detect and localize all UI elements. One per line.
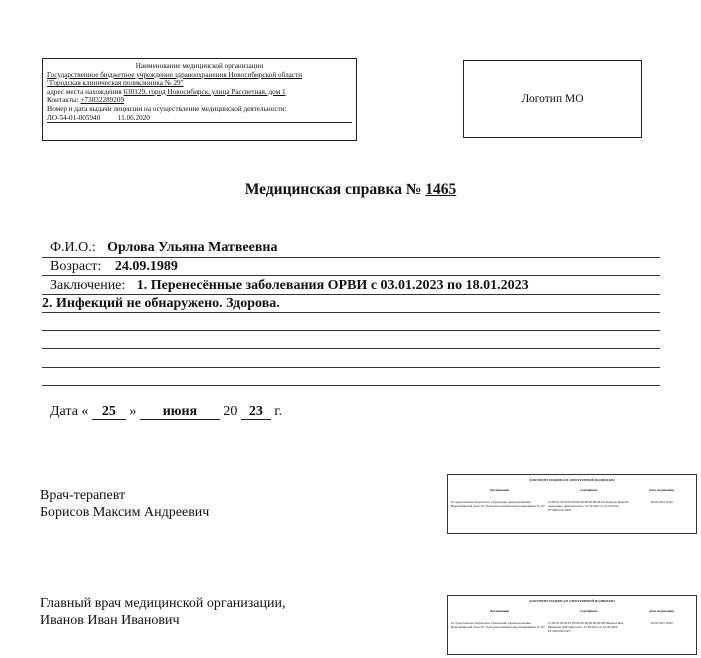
stamp-date-text: 26.06.2023 16:00 [650,621,673,625]
stamp-header-row [451,488,693,492]
organization-caption: Наименование медицинской организации [135,62,264,70]
signer-name: Иванов Иван Иванович [40,613,180,628]
stamp-col-organization: Организация [489,488,510,492]
stamp-cert-text: 01:00:01:02:03:FF:00:00:00:00:00:00:00:0B Иванов Иван Иванович Действителен с 01.09.2021 по 01.09.2024 ЕГЭ06018123457 [547,621,624,633]
age-underline [42,275,660,276]
logo-placeholder [463,60,642,138]
stamp-col-date: Дата подписания [649,609,674,613]
contacts-label: Контакты: [47,96,79,105]
license-date: 11.06.2020 [117,113,150,122]
empty-line-2 [42,348,660,349]
contacts-value: +73832289209 [80,96,125,105]
signature-block-therapist [40,487,209,521]
date-day: 25 [92,404,126,420]
electronic-signature-stamp [447,474,697,534]
signer-position: Врач-терапевт [40,488,126,503]
date-month: июня [140,404,220,420]
license-details [47,114,352,124]
stamp-data-row [451,621,693,633]
stamp-col-organization: Организация [489,609,510,613]
empty-line-4 [42,385,660,386]
conclusion-line2: 2. Инфекций не обнаружено. Здорова. [42,296,280,311]
signature-block-chief [40,595,286,629]
age-label: Возраст: [50,259,102,274]
organization-info-box [42,58,357,141]
age-row [50,258,178,276]
stamp-col-certificate: Сертификат [580,488,598,492]
conclusion-line1: 1. Перенесённые заболевания ОРВИ с 03.01.2023 по 18.01.2023 [136,278,529,293]
certificate-title-text: Медицинская справка № [244,181,422,198]
certificate-title [0,181,701,199]
conclusion-label: Заключение: [50,278,126,293]
fio-row [50,239,278,257]
license-label: Номер и дата выдачи лицензии на осуществление медицинской деятельности: [47,104,287,113]
date-year-abbr: г. [274,404,283,419]
signer-name: Борисов Максим Андреевич [40,505,210,520]
empty-line-1 [42,330,660,331]
date-label: Дата « [50,404,89,419]
fio-value: Орлова Ульяна Матвеевна [107,240,278,255]
address-value: 630129, город Новосибирск, улица Рассветная, дом 1 [123,87,286,96]
stamp-data-row [451,500,693,512]
stamp-header-row [451,609,693,613]
organization-contacts [47,96,352,105]
date-year-prefix: 20 [223,404,238,419]
conclusion-underline-2 [42,312,660,313]
signer-position: Главный врач медицинской организации, [40,596,286,611]
conclusion-row [50,277,529,295]
logo-label: Логотип МО [521,93,584,105]
license-number: ЛО-54-01-005940 [47,113,101,122]
issue-date [50,404,282,420]
date-year-suffix: 23 [241,404,271,420]
electronic-signature-stamp [447,595,697,655]
stamp-col-date: Дата подписания [649,488,674,492]
certificate-number: 1465 [425,181,457,198]
stamp-date-text: 26.06.2023 16:00 [650,500,673,504]
address-label: адрес места нахождения [47,87,122,96]
stamp-cert-text: 01:00:01:02:03:FF:00:00:00:00:00:00:00:0A Борисов Максим Андреевич Действителен с 01.09.2021 по 01.09.2024 ЕГЭ06018123456 [547,500,629,512]
conclusion-row-2 [42,295,280,313]
organization-name-line2: "Городская клиническая поликлиника № 29" [47,79,184,88]
empty-line-3 [42,367,660,368]
stamp-org-text: Государственное бюджетное учреждение здравоохранения Новосибирской области "Городская клиническая поликлиника № 29" [451,500,546,508]
date-close-quote: » [129,404,137,419]
organization-name-line1: Государственное бюджетное учреждение здравоохранения Новосибирской области [47,70,303,79]
stamp-org-text: Государственное бюджетное учреждение здравоохранения Новосибирской области "Городская клиническая поликлиника № 29" [451,621,546,629]
stamp-title: ДОКУМЕНТ ПОДПИСАН ЭЛЕКТРОННОЙ ПОДПИСЬЮ [529,478,615,482]
stamp-title: ДОКУМЕНТ ПОДПИСАН ЭЛЕКТРОННОЙ ПОДПИСЬЮ [529,599,615,603]
stamp-col-certificate: Сертификат [580,609,598,613]
organization-address [47,88,352,97]
fio-label: Ф.И.О.: [50,240,96,255]
age-value: 24.09.1989 [114,259,178,274]
